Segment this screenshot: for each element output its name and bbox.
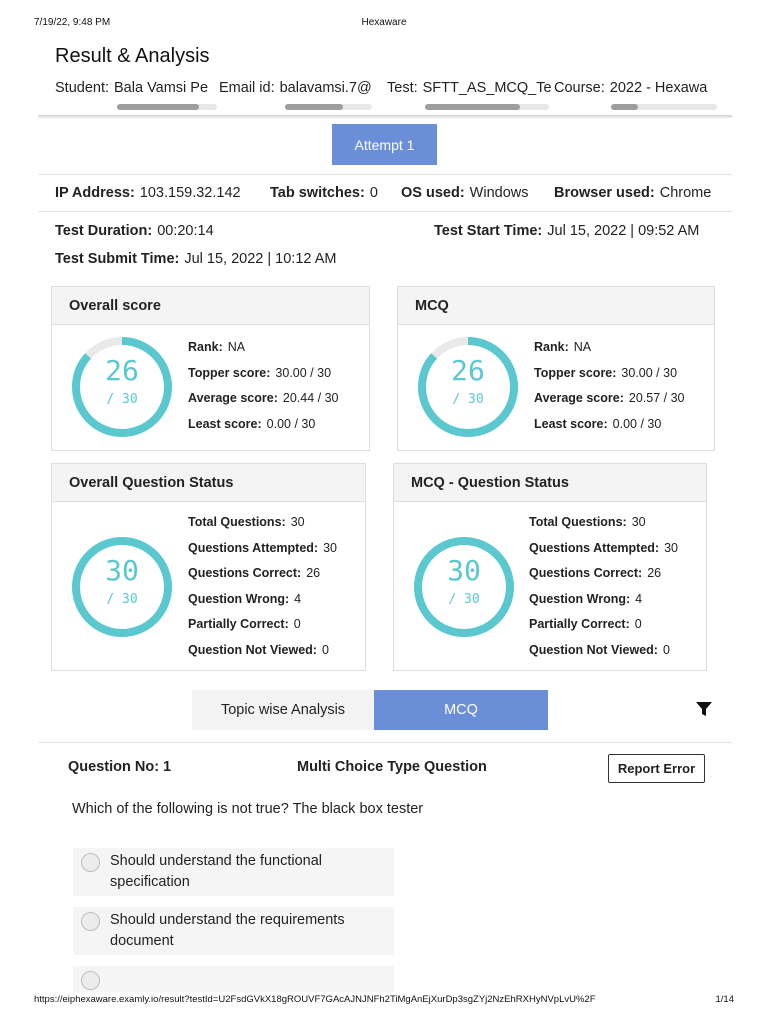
gauge-total-text: / 30 (452, 392, 484, 407)
divider (38, 174, 732, 175)
ip-address: IP Address: 103.159.32.142 (55, 185, 241, 201)
info-test-label: Test: (387, 80, 418, 96)
info-course[interactable] (554, 80, 723, 116)
stat-partially-correct: Partially Correct: 0 (188, 617, 301, 631)
radio-button-icon[interactable] (81, 912, 100, 931)
info-test-scrollbar[interactable] (425, 104, 549, 110)
status-stats (529, 515, 678, 668)
radio-button-icon[interactable] (81, 971, 100, 990)
stat-total-questions: Total Questions: 30 (188, 515, 305, 529)
question-text: Which of the following is not true? The black box tester (72, 801, 424, 817)
answer-option-1[interactable] (73, 848, 394, 896)
info-course-label: Course: (554, 80, 605, 96)
stat-least: Least score: 0.00 / 30 (534, 416, 662, 431)
answer-option-3[interactable] (73, 966, 394, 992)
divider (38, 742, 732, 743)
gauge-score-text: 26 (105, 354, 139, 387)
info-student-scrollbar[interactable] (117, 104, 217, 110)
stat-rank: Rank: NA (534, 340, 592, 354)
info-test-value: SFTT_AS_MCQ_Te (422, 80, 552, 96)
radio-button-icon[interactable] (81, 853, 100, 872)
option-text: Should understand the requirements document (110, 912, 345, 949)
stat-correct: Questions Correct: 26 (529, 566, 662, 580)
print-date: 7/19/22, 9:48 PM (34, 17, 111, 28)
print-header (0, 17, 768, 31)
card-title: MCQ (398, 287, 714, 325)
stat-average: Average score: 20.57 / 30 (534, 391, 685, 405)
overall-question-status-card (51, 463, 366, 671)
mcq-question-status-card (393, 463, 707, 671)
student-info-row (55, 80, 723, 116)
os-used: OS used: Windows (401, 185, 529, 201)
browser-used: Browser used: Chrome (554, 185, 712, 201)
info-email-label: Email id: (219, 80, 275, 96)
gauge-total-text: / 30 (106, 392, 138, 407)
card-title: MCQ - Question Status (394, 464, 706, 502)
tab-switches: Tab switches: 0 (270, 185, 378, 201)
test-start-time: Test Start Time: Jul 15, 2022 | 09:52 AM (434, 223, 700, 239)
report-error-button[interactable]: Report Error (608, 754, 705, 783)
score-gauge (415, 334, 521, 440)
print-url: https://eiphexaware.examly.io/result?testId=U2FsdGVkX18gROUVF7GAcAJNJNFh2TiMgAnEjXurDp3sgZYj2NzEhRXHyNVpLvU%2F (34, 994, 596, 1005)
stat-wrong: Question Wrong: 4 (188, 591, 302, 606)
stat-attempted: Questions Attempted: 30 (529, 540, 679, 555)
status-gauge (411, 534, 517, 640)
stat-correct: Questions Correct: 26 (188, 566, 321, 580)
score-stats (188, 340, 338, 442)
tab-topic-wise-analysis[interactable]: Topic wise Analysis (192, 690, 374, 730)
print-page-number: 1/14 (715, 994, 734, 1005)
gauge-total-text: / 30 (448, 592, 480, 607)
stat-total-questions: Total Questions: 30 (529, 515, 646, 529)
print-site-title: Hexaware (361, 17, 407, 28)
answer-option-2[interactable] (73, 907, 394, 955)
info-student[interactable] (55, 80, 219, 116)
stat-wrong: Question Wrong: 4 (529, 591, 643, 606)
status-stats (188, 515, 337, 668)
mcq-score-card (397, 286, 715, 451)
stat-topper: Topper score: 30.00 / 30 (534, 365, 678, 380)
info-course-scrollbar[interactable] (611, 104, 717, 110)
stat-average: Average score: 20.44 / 30 (188, 391, 339, 405)
info-email-scrollbar[interactable] (285, 104, 372, 110)
overall-score-card (51, 286, 370, 451)
info-course-value: 2022 - Hexawa (609, 80, 708, 96)
card-title: Overall score (52, 287, 369, 325)
question-number: Question No: 1 (68, 759, 172, 775)
gauge-total-text: / 30 (106, 592, 138, 607)
tab-mcq[interactable]: MCQ (374, 690, 548, 730)
stat-not-viewed: Question Not Viewed: 0 (529, 642, 670, 657)
filter-icon[interactable] (695, 700, 713, 718)
info-email-value: balavamsi.7@ (279, 80, 372, 96)
divider (38, 211, 732, 212)
question-type: Multi Choice Type Question (297, 759, 487, 775)
stat-attempted: Questions Attempted: 30 (188, 540, 338, 555)
test-submit-time: Test Submit Time: Jul 15, 2022 | 10:12 AM (55, 251, 337, 267)
gauge-score-text: 30 (105, 554, 139, 587)
card-title: Overall Question Status (52, 464, 365, 502)
stat-partially-correct: Partially Correct: 0 (529, 617, 642, 631)
status-gauge (69, 534, 175, 640)
print-footer (34, 994, 734, 1005)
gauge-score-text: 30 (447, 554, 481, 587)
page-title: Result & Analysis (55, 45, 210, 67)
stat-topper: Topper score: 30.00 / 30 (188, 365, 332, 380)
stat-least: Least score: 0.00 / 30 (188, 416, 316, 431)
score-gauge (69, 334, 175, 440)
test-duration: Test Duration: 00:20:14 (55, 223, 214, 239)
header-shadow-divider (38, 115, 732, 119)
info-student-label: Student: (55, 80, 110, 96)
score-stats (534, 340, 684, 442)
gauge-score-text: 26 (451, 354, 485, 387)
info-student-value: Bala Vamsi Pe (114, 80, 209, 96)
attempt-1-button[interactable]: Attempt 1 (332, 124, 437, 165)
info-email[interactable] (219, 80, 387, 116)
info-test[interactable] (387, 80, 554, 116)
stat-not-viewed: Question Not Viewed: 0 (188, 642, 329, 657)
stat-rank: Rank: NA (188, 340, 246, 354)
option-text: Should understand the functional specification (110, 853, 323, 890)
